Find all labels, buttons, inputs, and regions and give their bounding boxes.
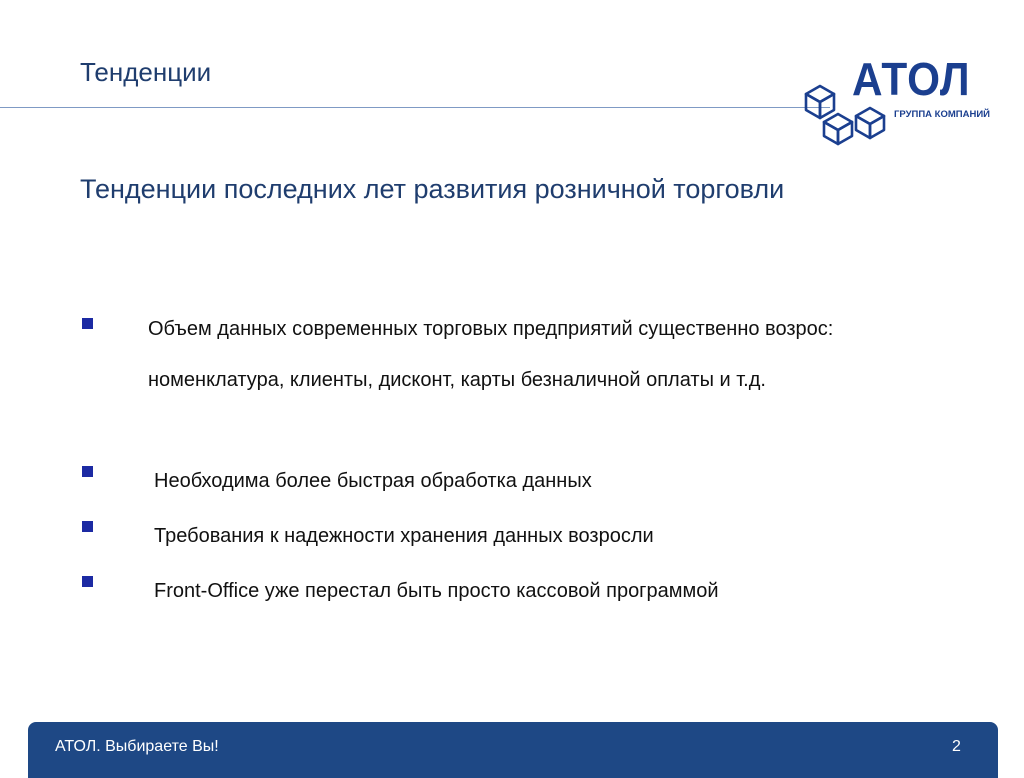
page-number: 2 <box>952 738 961 755</box>
slide-subtitle: Тенденции последних лет развития розничной торговли <box>80 174 785 204</box>
bullet-marker <box>82 466 93 477</box>
bullet-item-data-volume: Объем данных современных торговых предприятий существенно возрос: номенклатура, клиенты, дисконт, карты безналичной оплаты и т.д. <box>148 318 834 391</box>
bullet-item-front-office: Front-Office уже перестал быть просто кассовой программой <box>154 580 719 602</box>
logo-subtitle: ГРУППА КОМПАНИЙ <box>894 109 990 120</box>
footer-slogan: АТОЛ. Выбираете Вы! <box>55 738 219 755</box>
logo-wordmark: АТОЛ <box>852 53 971 105</box>
bullet-marker <box>82 521 93 532</box>
bullet-item-reliability: Требования к надежности хранения данных возросли <box>154 525 654 547</box>
bullet-marker <box>82 576 93 587</box>
header-divider <box>0 107 830 108</box>
bullet-marker <box>82 318 93 329</box>
slide-header-title: Тенденции <box>80 57 212 87</box>
bullet-item-processing: Необходима более быстрая обработка данных <box>154 470 592 492</box>
